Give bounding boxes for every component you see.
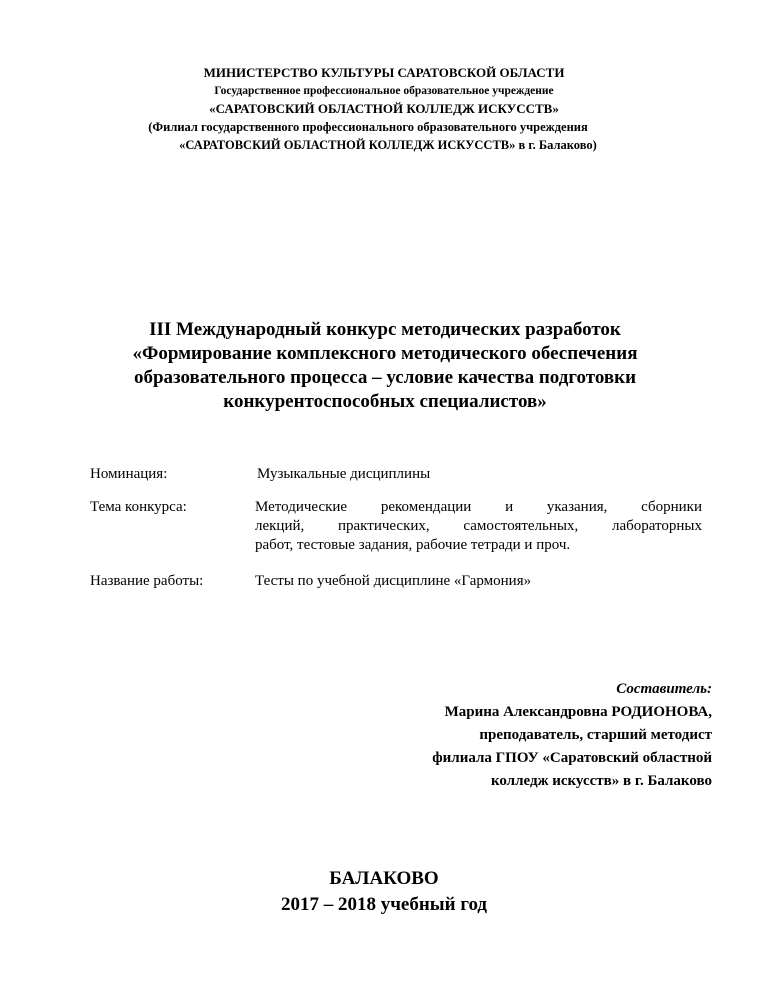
nomination-label: Номинация: <box>90 466 168 482</box>
theme-value-line: Методические рекомендации и указания, сборники <box>255 499 702 515</box>
author-affiliation-line-2: колледж искусств» в г. Балаково <box>490 773 712 789</box>
work-title-label: Название работы: <box>90 573 204 589</box>
theme-value <box>255 498 702 555</box>
author-position: преподаватель, старший методист <box>479 727 712 743</box>
contest-title-line: III Международный конкурс методических разработок <box>149 319 621 340</box>
document-footer <box>0 866 768 918</box>
contest-title-line: образовательного процесса – условие качества подготовки <box>133 367 637 388</box>
institution-type: Государственное профессиональное образовательное учреждение <box>214 85 554 97</box>
ministry-name: МИНИСТЕРСТВО КУЛЬТУРЫ САРАТОВСКОЙ ОБЛАСТИ <box>203 65 565 80</box>
author-role-label: Составитель: <box>616 681 712 697</box>
academic-year: 2017 – 2018 учебный год <box>280 894 488 915</box>
contest-title-line: конкурентоспособных специалистов» <box>223 391 547 412</box>
work-title-value: Тесты по учебной дисциплине «Гармония» <box>255 573 532 589</box>
theme-value-line: работ, тестовые задания, рабочие тетради и проч. <box>255 537 571 553</box>
document-header <box>0 64 768 154</box>
author-affiliation-line-1: филиала ГПОУ «Саратовский областной <box>432 750 712 766</box>
contest-title <box>60 318 710 414</box>
nomination-value: Музыкальные дисциплины <box>257 466 431 482</box>
theme-label: Тема конкурса: <box>90 499 187 515</box>
branch-line-2: «САРАТОВСКИЙ ОБЛАСТНОЙ КОЛЛЕДЖ ИСКУССТВ» в г. Балаково) <box>179 138 597 152</box>
author-name: Марина Александровна РОДИОНОВА, <box>444 704 712 720</box>
college-name: «САРАТОВСКИЙ ОБЛАСТНОЙ КОЛЛЕДЖ ИСКУССТВ» <box>209 101 559 116</box>
author-block <box>292 678 712 793</box>
theme-value-line: лекций, практических, самостоятельных, лабораторных <box>255 518 702 534</box>
branch-line-1: (Филиал государственного профессионального образовательного учреждения <box>148 120 588 134</box>
contest-title-line: «Формирование комплексного методического обеспечения <box>132 343 638 364</box>
city-name: БАЛАКОВО <box>329 868 439 889</box>
